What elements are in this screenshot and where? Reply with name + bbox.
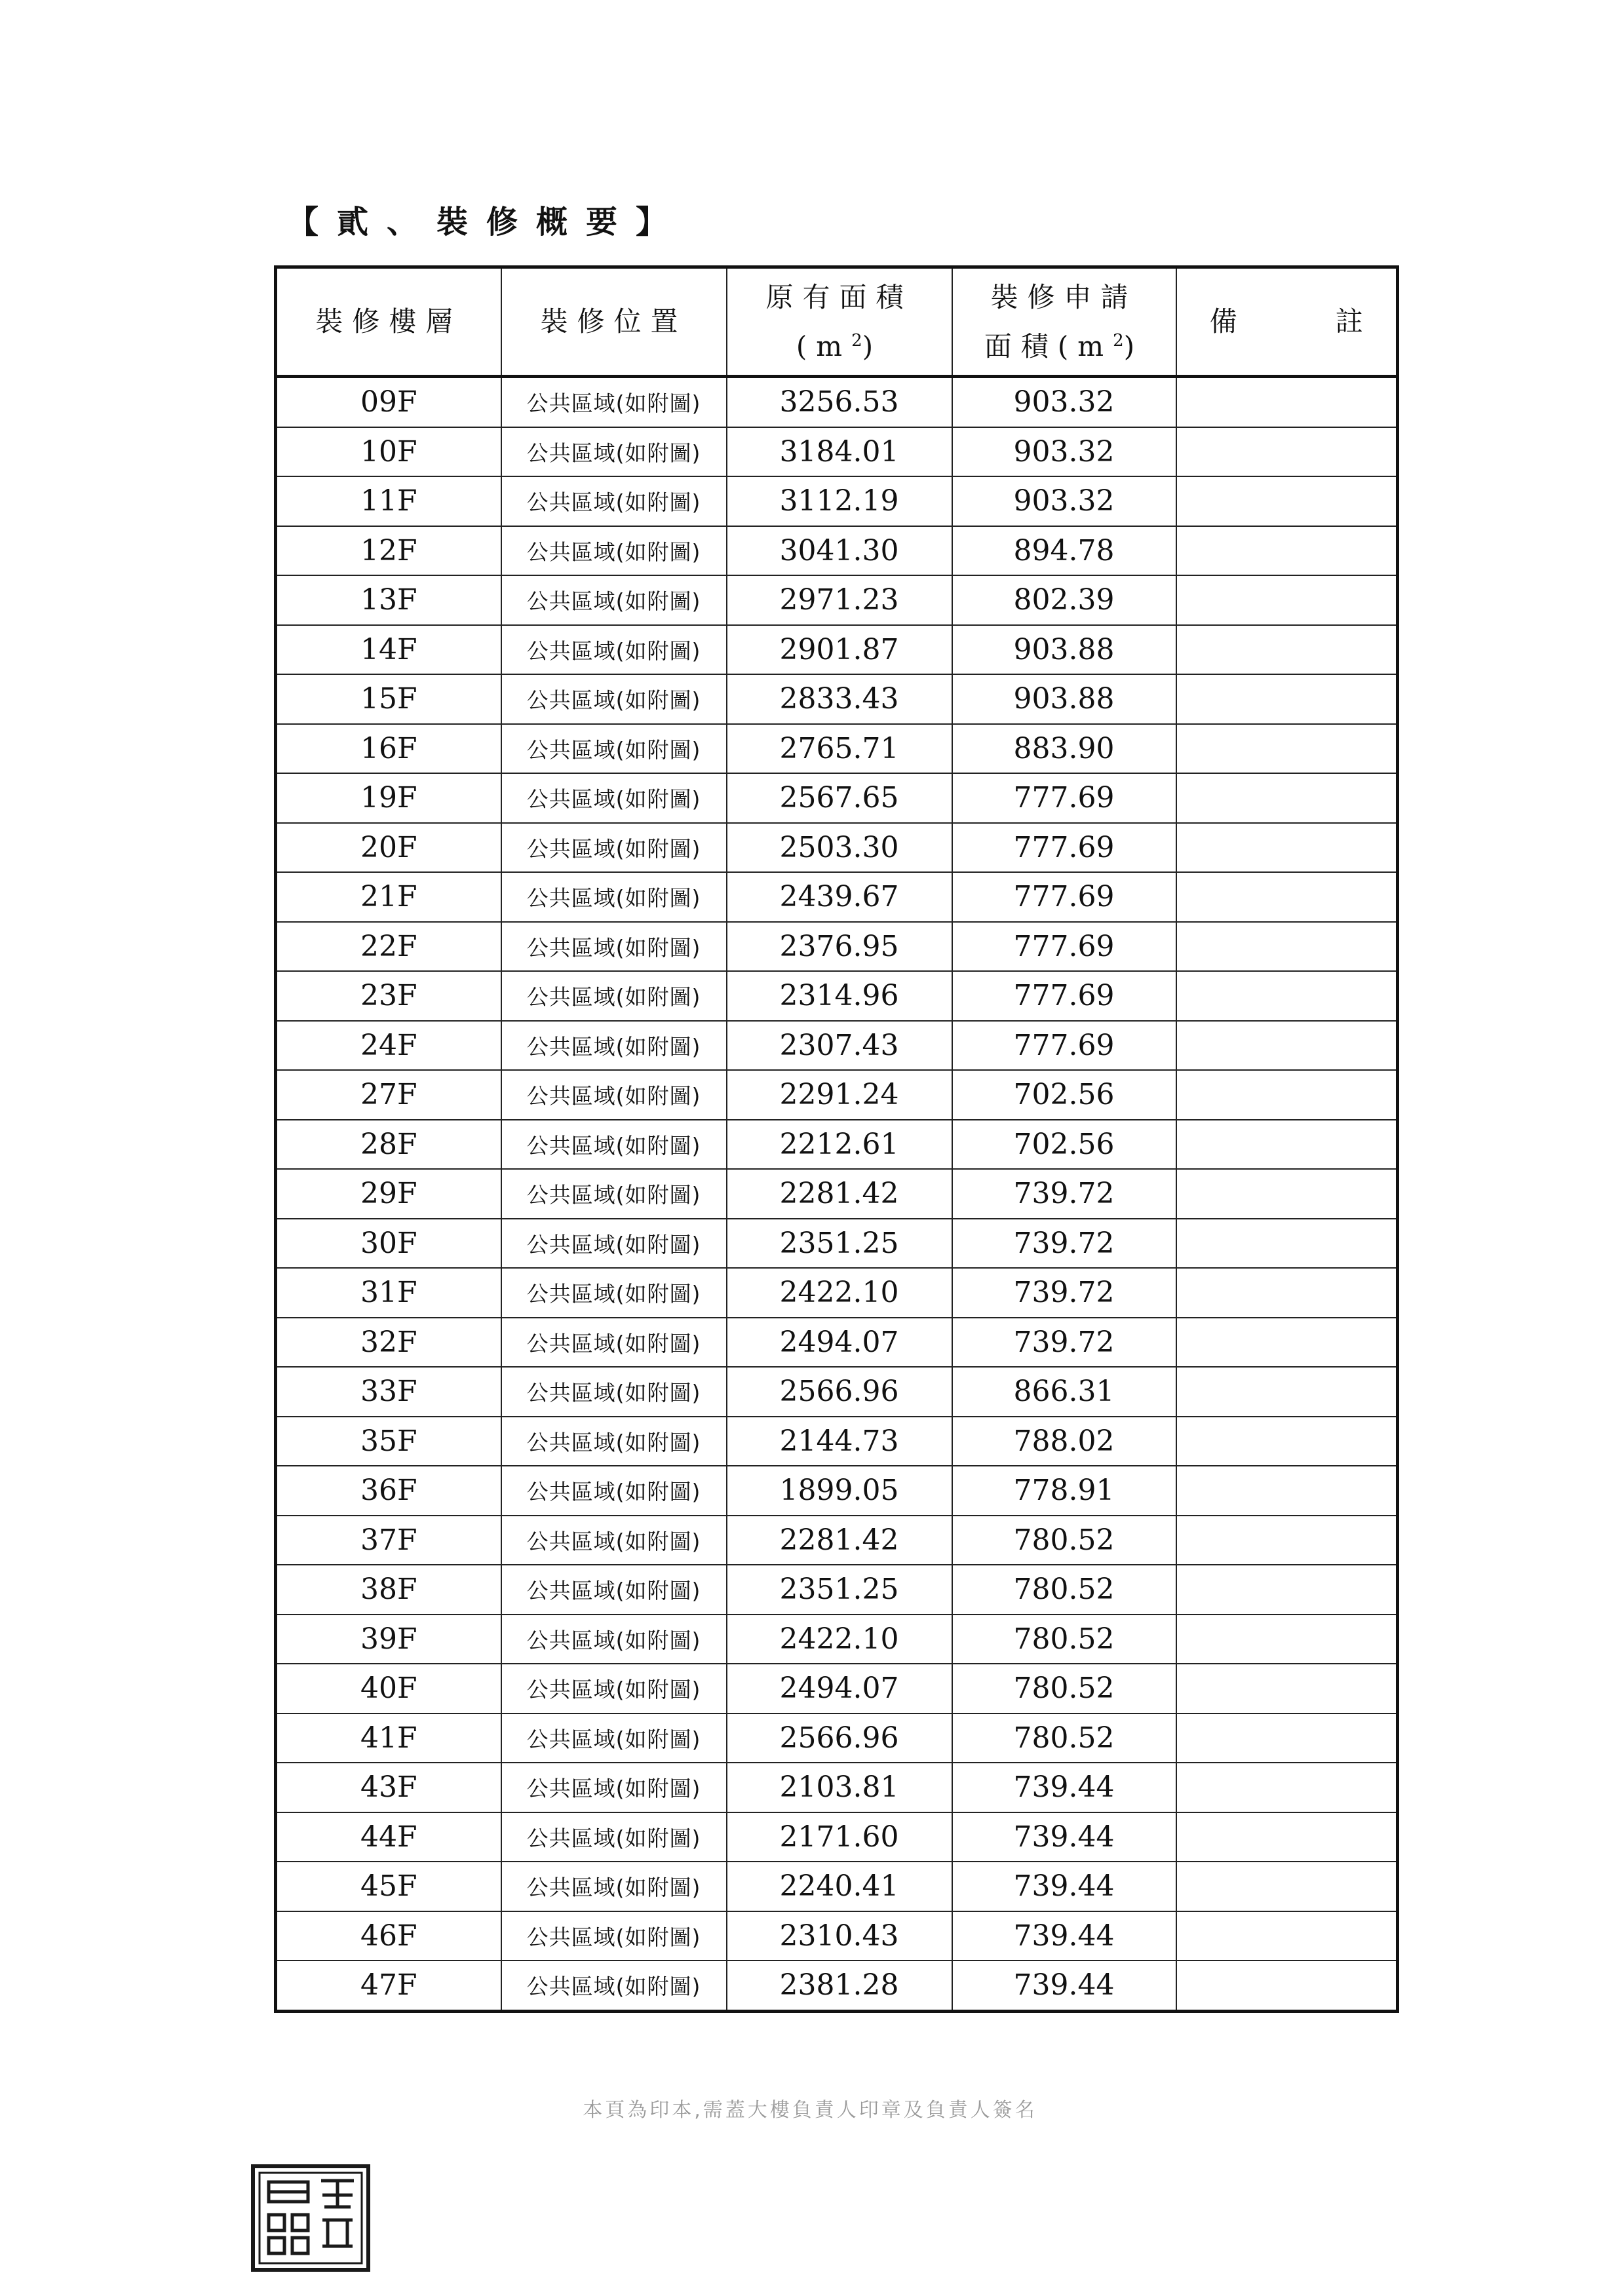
cell-location: 公共區域(如附圖) <box>501 773 727 823</box>
cell-original-area: 2901.87 <box>727 625 952 675</box>
cell-floor: 16F <box>276 724 501 774</box>
cell-note <box>1176 1219 1398 1269</box>
cell-floor: 19F <box>276 773 501 823</box>
cell-note <box>1176 872 1398 922</box>
cell-floor: 11F <box>276 476 501 526</box>
cell-floor: 22F <box>276 922 501 972</box>
cell-floor: 30F <box>276 1219 501 1269</box>
cell-floor: 29F <box>276 1169 501 1219</box>
table-row <box>276 575 1398 625</box>
header-applied-area-unit-pre: 面積(m <box>984 330 1113 362</box>
cell-note <box>1176 1417 1398 1466</box>
cell-floor: 21F <box>276 872 501 922</box>
cell-floor: 12F <box>276 526 501 576</box>
cell-note <box>1176 1615 1398 1664</box>
cell-floor: 23F <box>276 971 501 1021</box>
cell-applied-area: 739.72 <box>952 1219 1176 1269</box>
cell-applied-area: 739.44 <box>952 1862 1176 1911</box>
cell-applied-area: 780.52 <box>952 1615 1176 1664</box>
table-row <box>276 872 1398 922</box>
table-row <box>276 1565 1398 1615</box>
cell-note <box>1176 1664 1398 1713</box>
header-original-area-unit-post: ) <box>862 330 883 362</box>
cell-original-area: 2351.25 <box>727 1565 952 1615</box>
cell-location: 公共區域(如附圖) <box>501 1911 727 1961</box>
cell-original-area: 2566.96 <box>727 1367 952 1417</box>
cell-original-area: 2171.60 <box>727 1812 952 1862</box>
cell-floor: 24F <box>276 1021 501 1071</box>
cell-applied-area: 739.72 <box>952 1268 1176 1318</box>
cell-location: 公共區域(如附圖) <box>501 1615 727 1664</box>
cell-floor: 44F <box>276 1812 501 1862</box>
cell-location: 公共區域(如附圖) <box>501 1466 727 1516</box>
cell-floor: 46F <box>276 1911 501 1961</box>
cell-applied-area: 702.56 <box>952 1070 1176 1120</box>
cell-location: 公共區域(如附圖) <box>501 1664 727 1713</box>
cell-original-area: 2381.28 <box>727 1961 952 2011</box>
cell-floor: 32F <box>276 1318 501 1368</box>
cell-location: 公共區域(如附圖) <box>501 1516 727 1565</box>
table-header-row <box>276 267 1398 377</box>
cell-original-area: 2494.07 <box>727 1664 952 1713</box>
table-row <box>276 1466 1398 1516</box>
cell-original-area: 2291.24 <box>727 1070 952 1120</box>
cell-note <box>1176 1367 1398 1417</box>
cell-location: 公共區域(如附圖) <box>501 1961 727 2011</box>
cell-location: 公共區域(如附圖) <box>501 823 727 873</box>
table-row <box>276 1021 1398 1071</box>
cell-note <box>1176 1713 1398 1763</box>
cell-floor: 15F <box>276 674 501 724</box>
cell-original-area: 2351.25 <box>727 1219 952 1269</box>
cell-original-area: 2422.10 <box>727 1268 952 1318</box>
cell-location: 公共區域(如附圖) <box>501 377 727 427</box>
table-row <box>276 526 1398 576</box>
table-row <box>276 823 1398 873</box>
cell-applied-area: 777.69 <box>952 872 1176 922</box>
cell-original-area: 1899.05 <box>727 1466 952 1516</box>
renovation-table-container <box>274 265 1399 2013</box>
cell-original-area: 2765.71 <box>727 724 952 774</box>
cell-applied-area: 802.39 <box>952 575 1176 625</box>
cell-note <box>1176 724 1398 774</box>
cell-original-area: 2144.73 <box>727 1417 952 1466</box>
cell-floor: 39F <box>276 1615 501 1664</box>
cell-location: 公共區域(如附圖) <box>501 1120 727 1170</box>
cell-applied-area: 883.90 <box>952 724 1176 774</box>
cell-original-area: 2240.41 <box>727 1862 952 1911</box>
cell-floor: 14F <box>276 625 501 675</box>
cell-applied-area: 777.69 <box>952 922 1176 972</box>
cell-original-area: 2314.96 <box>727 971 952 1021</box>
table-row <box>276 1911 1398 1961</box>
table-body <box>276 377 1398 2012</box>
cell-floor: 27F <box>276 1070 501 1120</box>
cell-original-area: 3041.30 <box>727 526 952 576</box>
cell-applied-area: 778.91 <box>952 1466 1176 1516</box>
cell-floor: 13F <box>276 575 501 625</box>
cell-applied-area: 894.78 <box>952 526 1176 576</box>
cell-original-area: 2971.23 <box>727 575 952 625</box>
cell-floor: 47F <box>276 1961 501 2011</box>
cell-applied-area: 739.72 <box>952 1318 1176 1368</box>
cell-note <box>1176 1565 1398 1615</box>
cell-floor: 45F <box>276 1862 501 1911</box>
cell-location: 公共區域(如附圖) <box>501 1763 727 1812</box>
cell-location: 公共區域(如附圖) <box>501 922 727 972</box>
cell-applied-area: 788.02 <box>952 1417 1176 1466</box>
cell-applied-area: 903.88 <box>952 674 1176 724</box>
table-row <box>276 1615 1398 1664</box>
cell-applied-area: 903.32 <box>952 427 1176 477</box>
cell-original-area: 2566.96 <box>727 1713 952 1763</box>
cell-applied-area: 780.52 <box>952 1516 1176 1565</box>
cell-note <box>1176 1763 1398 1812</box>
cell-note <box>1176 1021 1398 1071</box>
header-applied-area-unit-sup: 2 <box>1113 330 1124 351</box>
table-row <box>276 377 1398 427</box>
cell-original-area: 2281.42 <box>727 1169 952 1219</box>
table-row <box>276 1367 1398 1417</box>
cell-applied-area: 739.44 <box>952 1961 1176 2011</box>
table-row <box>276 1417 1398 1466</box>
cell-note <box>1176 773 1398 823</box>
cell-location: 公共區域(如附圖) <box>501 1417 727 1466</box>
cell-original-area: 3184.01 <box>727 427 952 477</box>
table-row <box>276 922 1398 972</box>
cell-original-area: 2376.95 <box>727 922 952 972</box>
cell-location: 公共區域(如附圖) <box>501 1565 727 1615</box>
header-note-char1: 備 <box>1209 305 1237 337</box>
header-original-area-unit-sup: 2 <box>851 330 862 351</box>
header-original-area-unit-pre: (m <box>796 330 852 362</box>
table-row <box>276 1268 1398 1318</box>
header-applied-area-unit-post: ) <box>1123 330 1144 362</box>
cell-note <box>1176 922 1398 972</box>
footer-note: 本頁為印本,需蓋大樓負責人印章及負責人簽名 <box>583 2099 1037 2122</box>
cell-applied-area: 739.44 <box>952 1763 1176 1812</box>
cell-location: 公共區域(如附圖) <box>501 971 727 1021</box>
cell-floor: 35F <box>276 1417 501 1466</box>
cell-location: 公共區域(如附圖) <box>501 1070 727 1120</box>
cell-location: 公共區域(如附圖) <box>501 1021 727 1071</box>
cell-floor: 43F <box>276 1763 501 1812</box>
cell-note <box>1176 427 1398 477</box>
cell-applied-area: 702.56 <box>952 1120 1176 1170</box>
cell-applied-area: 866.31 <box>952 1367 1176 1417</box>
table-row <box>276 427 1398 477</box>
cell-note <box>1176 1812 1398 1862</box>
cell-original-area: 3256.53 <box>727 377 952 427</box>
cell-note <box>1176 575 1398 625</box>
cell-note <box>1176 1318 1398 1368</box>
cell-location: 公共區域(如附圖) <box>501 1812 727 1862</box>
cell-location: 公共區域(如附圖) <box>501 1268 727 1318</box>
cell-note <box>1176 1911 1398 1961</box>
cell-floor: 36F <box>276 1466 501 1516</box>
cell-note <box>1176 1070 1398 1120</box>
table-row <box>276 1169 1398 1219</box>
section-title: 【貳、裝修概要】 <box>287 204 686 240</box>
table-row <box>276 476 1398 526</box>
cell-applied-area: 903.32 <box>952 377 1176 427</box>
cell-location: 公共區域(如附圖) <box>501 427 727 477</box>
cell-note <box>1176 1169 1398 1219</box>
cell-floor: 40F <box>276 1664 501 1713</box>
table-row <box>276 724 1398 774</box>
cell-original-area: 2212.61 <box>727 1120 952 1170</box>
cell-location: 公共區域(如附圖) <box>501 476 727 526</box>
header-original-area-line2 <box>727 319 952 368</box>
table-row <box>276 1812 1398 1862</box>
cell-floor: 31F <box>276 1268 501 1318</box>
table-row <box>276 1713 1398 1763</box>
cell-floor: 10F <box>276 427 501 477</box>
cell-floor: 09F <box>276 377 501 427</box>
cell-original-area: 2103.81 <box>727 1763 952 1812</box>
cell-location: 公共區域(如附圖) <box>501 674 727 724</box>
cell-applied-area: 903.88 <box>952 625 1176 675</box>
table-row <box>276 1961 1398 2011</box>
table-row <box>276 1763 1398 1812</box>
cell-original-area: 2307.43 <box>727 1021 952 1071</box>
cell-floor: 33F <box>276 1367 501 1417</box>
header-applied-area-line1: 裝修申請 <box>990 280 1138 313</box>
cell-original-area: 2281.42 <box>727 1516 952 1565</box>
cell-note <box>1176 476 1398 526</box>
cell-original-area: 3112.19 <box>727 476 952 526</box>
table-row <box>276 971 1398 1021</box>
cell-note <box>1176 674 1398 724</box>
table-row <box>276 674 1398 724</box>
cell-floor: 41F <box>276 1713 501 1763</box>
cell-applied-area: 777.69 <box>952 773 1176 823</box>
cell-applied-area: 777.69 <box>952 1021 1176 1071</box>
cell-location: 公共區域(如附圖) <box>501 1862 727 1911</box>
header-original-area <box>727 267 952 377</box>
table-row <box>276 1862 1398 1911</box>
cell-note <box>1176 971 1398 1021</box>
cell-floor: 20F <box>276 823 501 873</box>
cell-location: 公共區域(如附圖) <box>501 1713 727 1763</box>
header-location: 裝修位置 <box>501 267 727 377</box>
cell-original-area: 2439.67 <box>727 872 952 922</box>
table-row <box>276 1219 1398 1269</box>
cell-note <box>1176 625 1398 675</box>
cell-applied-area: 739.44 <box>952 1812 1176 1862</box>
cell-applied-area: 739.44 <box>952 1911 1176 1961</box>
renovation-summary-table <box>274 265 1399 2013</box>
cell-note <box>1176 823 1398 873</box>
cell-location: 公共區域(如附圖) <box>501 1169 727 1219</box>
cell-applied-area: 777.69 <box>952 971 1176 1021</box>
cell-note <box>1176 1120 1398 1170</box>
cell-original-area: 2567.65 <box>727 773 952 823</box>
cell-location: 公共區域(如附圖) <box>501 526 727 576</box>
cell-location: 公共區域(如附圖) <box>501 872 727 922</box>
cell-location: 公共區域(如附圖) <box>501 724 727 774</box>
cell-floor: 28F <box>276 1120 501 1170</box>
cell-location: 公共區域(如附圖) <box>501 575 727 625</box>
header-note <box>1176 267 1398 377</box>
cell-original-area: 2833.43 <box>727 674 952 724</box>
cell-location: 公共區域(如附圖) <box>501 625 727 675</box>
cell-note <box>1176 1466 1398 1516</box>
cell-note <box>1176 1268 1398 1318</box>
cell-location: 公共區域(如附圖) <box>501 1367 727 1417</box>
cell-applied-area: 780.52 <box>952 1565 1176 1615</box>
table-row <box>276 625 1398 675</box>
cell-location: 公共區域(如附圖) <box>501 1318 727 1368</box>
table-row <box>276 1664 1398 1713</box>
cell-original-area: 2310.43 <box>727 1911 952 1961</box>
header-applied-area-line2 <box>953 319 1176 368</box>
cell-note <box>1176 526 1398 576</box>
cell-original-area: 2503.30 <box>727 823 952 873</box>
header-note-char2: 註 <box>1335 305 1363 337</box>
table-row <box>276 1070 1398 1120</box>
cell-applied-area: 739.72 <box>952 1169 1176 1219</box>
table-row <box>276 1516 1398 1565</box>
cell-applied-area: 780.52 <box>952 1713 1176 1763</box>
cell-floor: 37F <box>276 1516 501 1565</box>
cell-location: 公共區域(如附圖) <box>501 1219 727 1269</box>
cell-original-area: 2494.07 <box>727 1318 952 1368</box>
cell-applied-area: 777.69 <box>952 823 1176 873</box>
table-row <box>276 1318 1398 1368</box>
header-floor: 裝修樓層 <box>276 267 501 377</box>
cell-note <box>1176 1961 1398 2011</box>
cell-note <box>1176 377 1398 427</box>
seal-stamp <box>249 2162 372 2274</box>
header-applied-area <box>952 267 1176 377</box>
header-original-area-line1: 原有面積 <box>765 280 913 313</box>
cell-floor: 38F <box>276 1565 501 1615</box>
table-row <box>276 1120 1398 1170</box>
cell-applied-area: 780.52 <box>952 1664 1176 1713</box>
cell-note <box>1176 1516 1398 1565</box>
cell-original-area: 2422.10 <box>727 1615 952 1664</box>
cell-applied-area: 903.32 <box>952 476 1176 526</box>
table-row <box>276 773 1398 823</box>
cell-note <box>1176 1862 1398 1911</box>
